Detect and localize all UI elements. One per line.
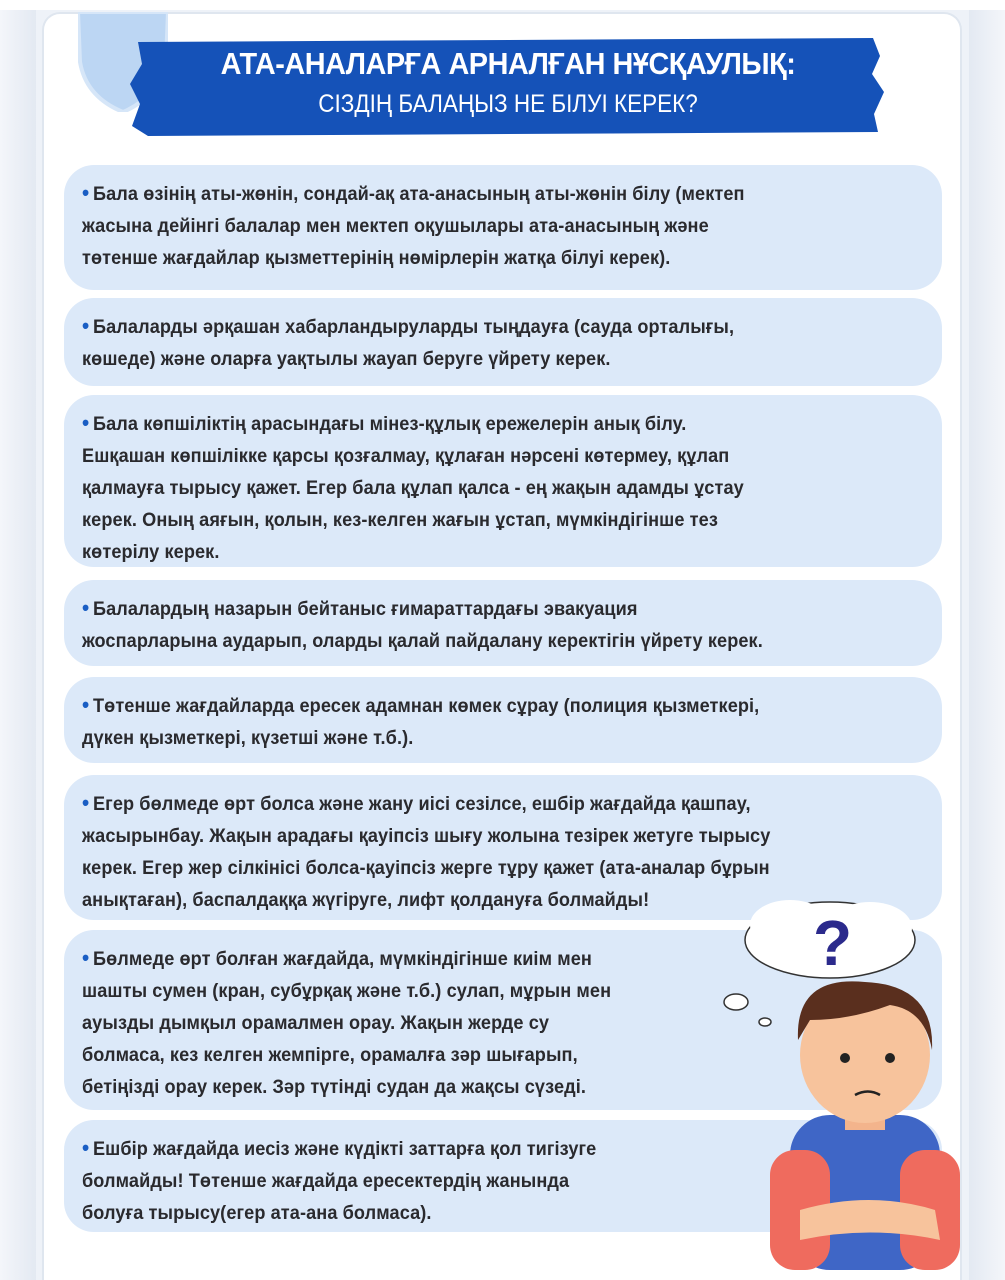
guidance-text: Бала көпшіліктің арасындағы мінез-құлық ережелерін анық білу.: [92, 413, 687, 435]
guidance-line: [82, 343, 882, 375]
bullet-icon: •: [82, 945, 90, 970]
guidance-text: Егер бөлмеде өрт болса және жану иісі сезілсе, ешбір жағдайда қашпау,: [92, 793, 751, 815]
guidance-line: [82, 504, 882, 536]
guidance-line: [82, 625, 882, 657]
guidance-text: болуға тырысу(егер ата-ана болмаса).: [82, 1202, 432, 1224]
bullet-icon: •: [82, 313, 90, 338]
bullet-icon: •: [82, 595, 90, 620]
guidance-text: Бөлмеде өрт болған жағдайда, мүмкіндігінше киім мен: [92, 948, 592, 970]
guidance-line: [82, 787, 882, 820]
guidance-text: Бала өзінің аты-жөнін, сондай-ақ ата-анасының аты-жөнін білу (мектеп: [92, 183, 745, 205]
left-margin: [0, 10, 36, 1280]
guidance-line: [82, 820, 882, 852]
guidance-text: Төтенше жағдайларда ересек адамнан көмек сұрау (полиция қызметкері,: [92, 695, 760, 717]
guidance-text: Ешқашан көпшілікке қарсы қозғалмау, құлаған нәрсені көтермеу, құлап: [82, 445, 730, 467]
guidance-item: [64, 775, 942, 920]
guidance-line: [82, 472, 882, 504]
page-title: АТА-АНАЛАРҒА АРНАЛҒАН НҰСҚАУЛЫҚ:: [220, 46, 796, 81]
guidance-line: [82, 210, 882, 242]
bullet-icon: •: [82, 1135, 90, 1160]
thinking-boy-illustration: [720, 900, 970, 1270]
guidance-text: Ешбір жағдайда иесіз және күдікті заттарға қол тигізуге: [92, 1138, 597, 1160]
guidance-text: анықтаған), баспалдаққа жүгіруге, лифт қолдануға болмайды!: [82, 889, 650, 911]
title-banner: [128, 34, 888, 138]
guidance-item: [64, 677, 942, 763]
guidance-item: [64, 298, 942, 386]
guidance-text: керек. Оның аяғын, қолын, кез-келген жағын ұстап, мүмкіндігінше тез: [82, 509, 718, 531]
bullet-icon: •: [82, 410, 90, 435]
guidance-line: [82, 177, 882, 210]
guidance-text: қалмауға тырысу қажет. Егер бала құлап қалса - ең жақын адамды ұстау: [82, 477, 744, 499]
guidance-text: болмайды! Төтенше жағдайда ересектердің жанында: [82, 1170, 570, 1192]
page-subtitle: СІЗДІҢ БАЛАҢЫЗ НЕ БІЛУІ КЕРЕК?: [318, 90, 698, 118]
guidance-text: көшеде) және оларға уақтылы жауап беруге үйрету керек.: [82, 348, 611, 370]
guidance-line: [82, 689, 882, 722]
guidance-text: төтенше жағдайлар қызметтерінің нөмірлерін жатқа білуі керек).: [82, 247, 671, 269]
top-bar: [0, 0, 1005, 10]
guidance-item: [64, 580, 942, 666]
question-mark: ?: [813, 907, 853, 979]
guidance-line: [82, 722, 882, 754]
guidance-text: Балалардың назарын бейтаныс ғимараттардағы эвакуация: [92, 598, 638, 620]
guidance-text: бетіңізді орау керек. Зәр түтінді судан да жақсы сүзеді.: [82, 1076, 587, 1098]
bullet-icon: •: [82, 692, 90, 717]
guidance-text: жасырынбау. Жақын арадағы қауіпсіз шығу жолына тезірек жетуге тырысу: [82, 825, 771, 847]
guidance-line: [82, 592, 882, 625]
guidance-line: [82, 852, 882, 884]
guidance-text: жасына дейінгі балалар мен мектеп оқушылары ата-анасының және: [82, 215, 709, 237]
guidance-line: [82, 310, 882, 343]
guidance-text: дүкен қызметкері, күзетші және т.б.).: [82, 727, 414, 749]
guidance-line: [82, 440, 882, 472]
guidance-text: ауызды дымқыл орамалмен орау. Жақын жерде су: [82, 1012, 550, 1034]
guidance-text: жоспарларына аударып, оларды қалай пайдалану керектігін үйрету керек.: [82, 630, 763, 652]
guidance-text: болмаса, кез келген жемпірге, орамалға зәр шығарып,: [82, 1044, 578, 1066]
guidance-line: [82, 536, 882, 568]
guidance-line: [82, 407, 882, 440]
guidance-item: [64, 395, 942, 567]
guidance-item: [64, 165, 942, 290]
guidance-text: шашты сумен (кран, субұрқақ және т.б.) сулап, мұрын мен: [82, 980, 612, 1002]
bullet-icon: •: [82, 790, 90, 815]
guidance-text: керек. Егер жер сілкінісі болса-қауіпсіз жерге тұру қажет (ата-аналар бұрын: [82, 857, 770, 879]
right-margin: [969, 10, 1005, 1280]
bullet-icon: •: [82, 180, 90, 205]
guidance-line: [82, 242, 882, 274]
guidance-text: Балаларды әрқашан хабарландыруларды тыңдауға (сауда орталығы,: [92, 316, 735, 338]
guidance-text: көтерілу керек.: [82, 541, 220, 563]
